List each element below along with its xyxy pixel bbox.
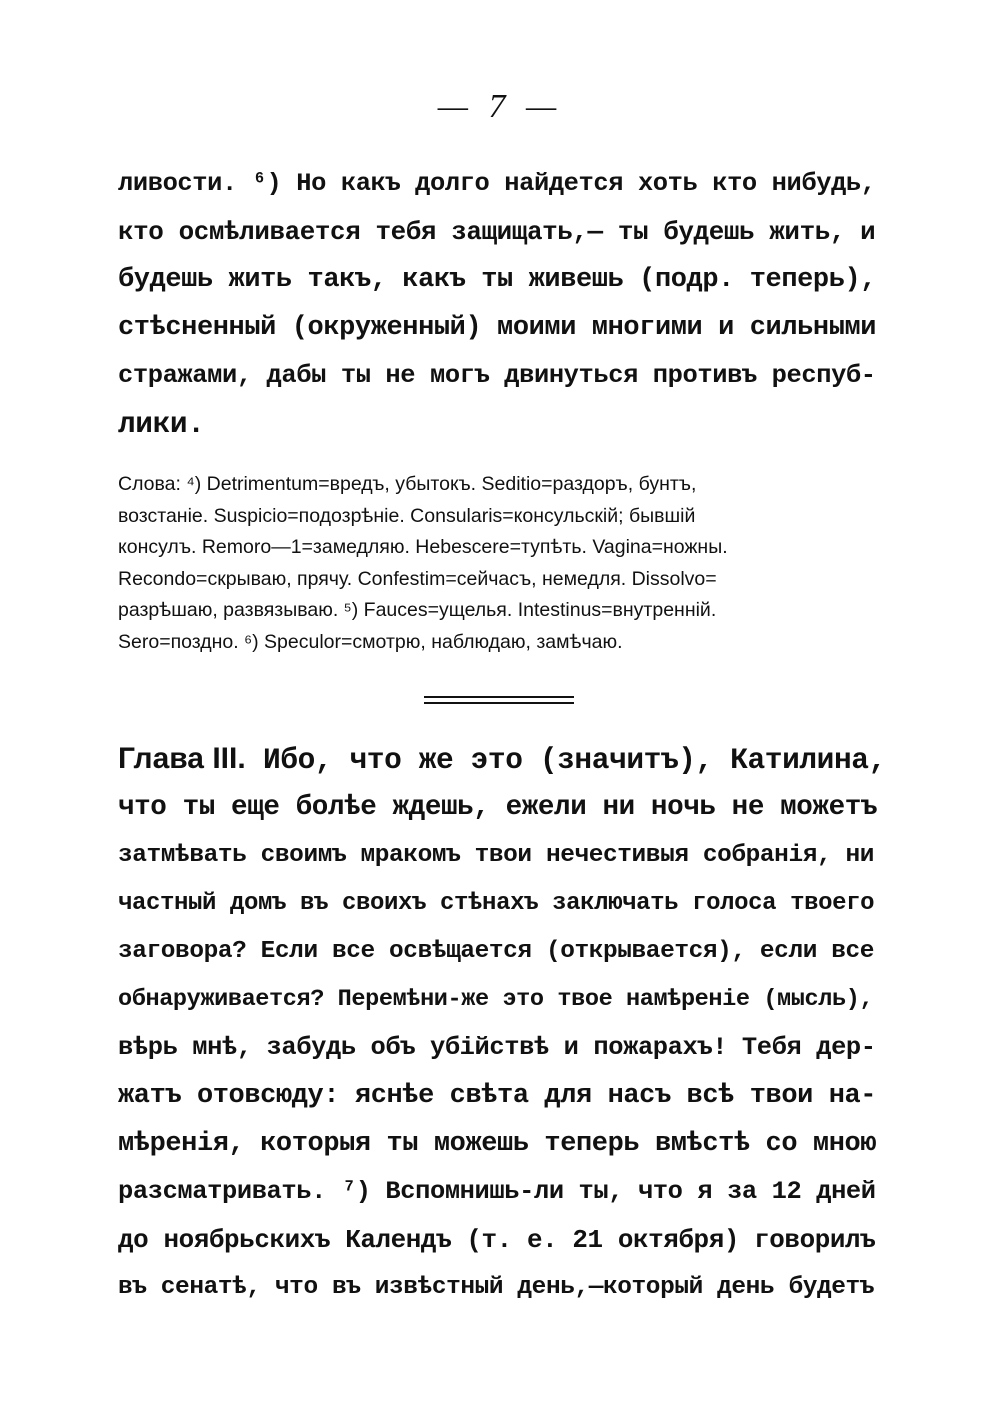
text-line: затмѣвать своимъ мракомъ твои нечестивыя собранія, ни [118,842,875,869]
text-line: разсматривать. ⁷) Вспомнишь-ли ты, что я за 12 дней [118,1177,876,1206]
glossary-line: Слова: ⁴) Detrimentum=вредъ, убытокъ. Seditio=раздоръ, бунтъ, [118,473,697,495]
text-line: въ сенатѣ, что въ извѣстный день,—который день будетъ [118,1274,875,1301]
text-line: лики. [118,407,205,441]
glossary-line: разрѣшаю, развязываю. ⁵) Fauces=ущелья. Intestinus=внутренній. [118,599,717,621]
text-line: Ибо, что же это (значитъ), Катилина, [262,743,886,777]
chapter-heading: Глава III. [118,742,246,775]
glossary-footnote [118,469,888,658]
text-line: вѣрь мнѣ, забудь объ убійствѣ и пожарахъ! Тебя дер- [118,1033,876,1062]
page-number: — 7 — [437,88,563,125]
text-line: жатъ отовсюду: яснѣе свѣта для насъ всѣ твои на- [118,1081,877,1111]
text-line: обнаруживается? Перемѣни-же это твое намѣреніе (мысль), [118,986,874,1013]
glossary-line: возстаніе. Suspicio=подозрѣніе. Consularis=консульскій; бывшій [118,504,696,527]
text-line: заговора? Если все освѣщается (открывается), если все [118,938,875,965]
glossary-line: Sero=поздно. ⁶) Speculor=смотрю, наблюдаю, замѣчаю. [118,630,623,653]
text-line: стражами, дабы ты не могъ двинуться противъ респуб- [118,361,876,390]
text-line: кто осмѣливается тебя защищать,— ты будешь жить, и [118,217,876,247]
glossary-line: Recondo=скрываю, прячу. Confestim=сейчасъ, немедля. Dissolvo= [118,567,717,590]
text-line: ливости. ⁶) Но какъ долго найдется хоть кто нибудь, [118,169,876,198]
text-line: частный домъ въ своихъ стѣнахъ заключать голоса твоего [118,890,875,917]
paragraph-top [118,160,886,448]
glossary-line: консулъ. Remoro—1=замедляю. Hebescere=тупѣть. Vagina=ножны. [118,536,728,558]
chapter-text [118,735,886,1312]
text-line: мѣренія, которыя ты можешь теперь вмѣстѣ со мною [118,1129,877,1159]
text-line: до ноябрьскихъ Календъ (т. е. 21 октября) говорилъ [118,1225,876,1255]
text-line: будешь жить такъ, какъ ты живешь (подр. теперь), [118,265,877,295]
section-divider [424,696,574,708]
text-line: стѣсненный (окруженный) моими многими и сильными [118,313,877,343]
chapter-first-line [118,735,886,784]
text-line: что ты еще болѣе ждешь, ежели ни ночь не можетъ [118,792,878,823]
